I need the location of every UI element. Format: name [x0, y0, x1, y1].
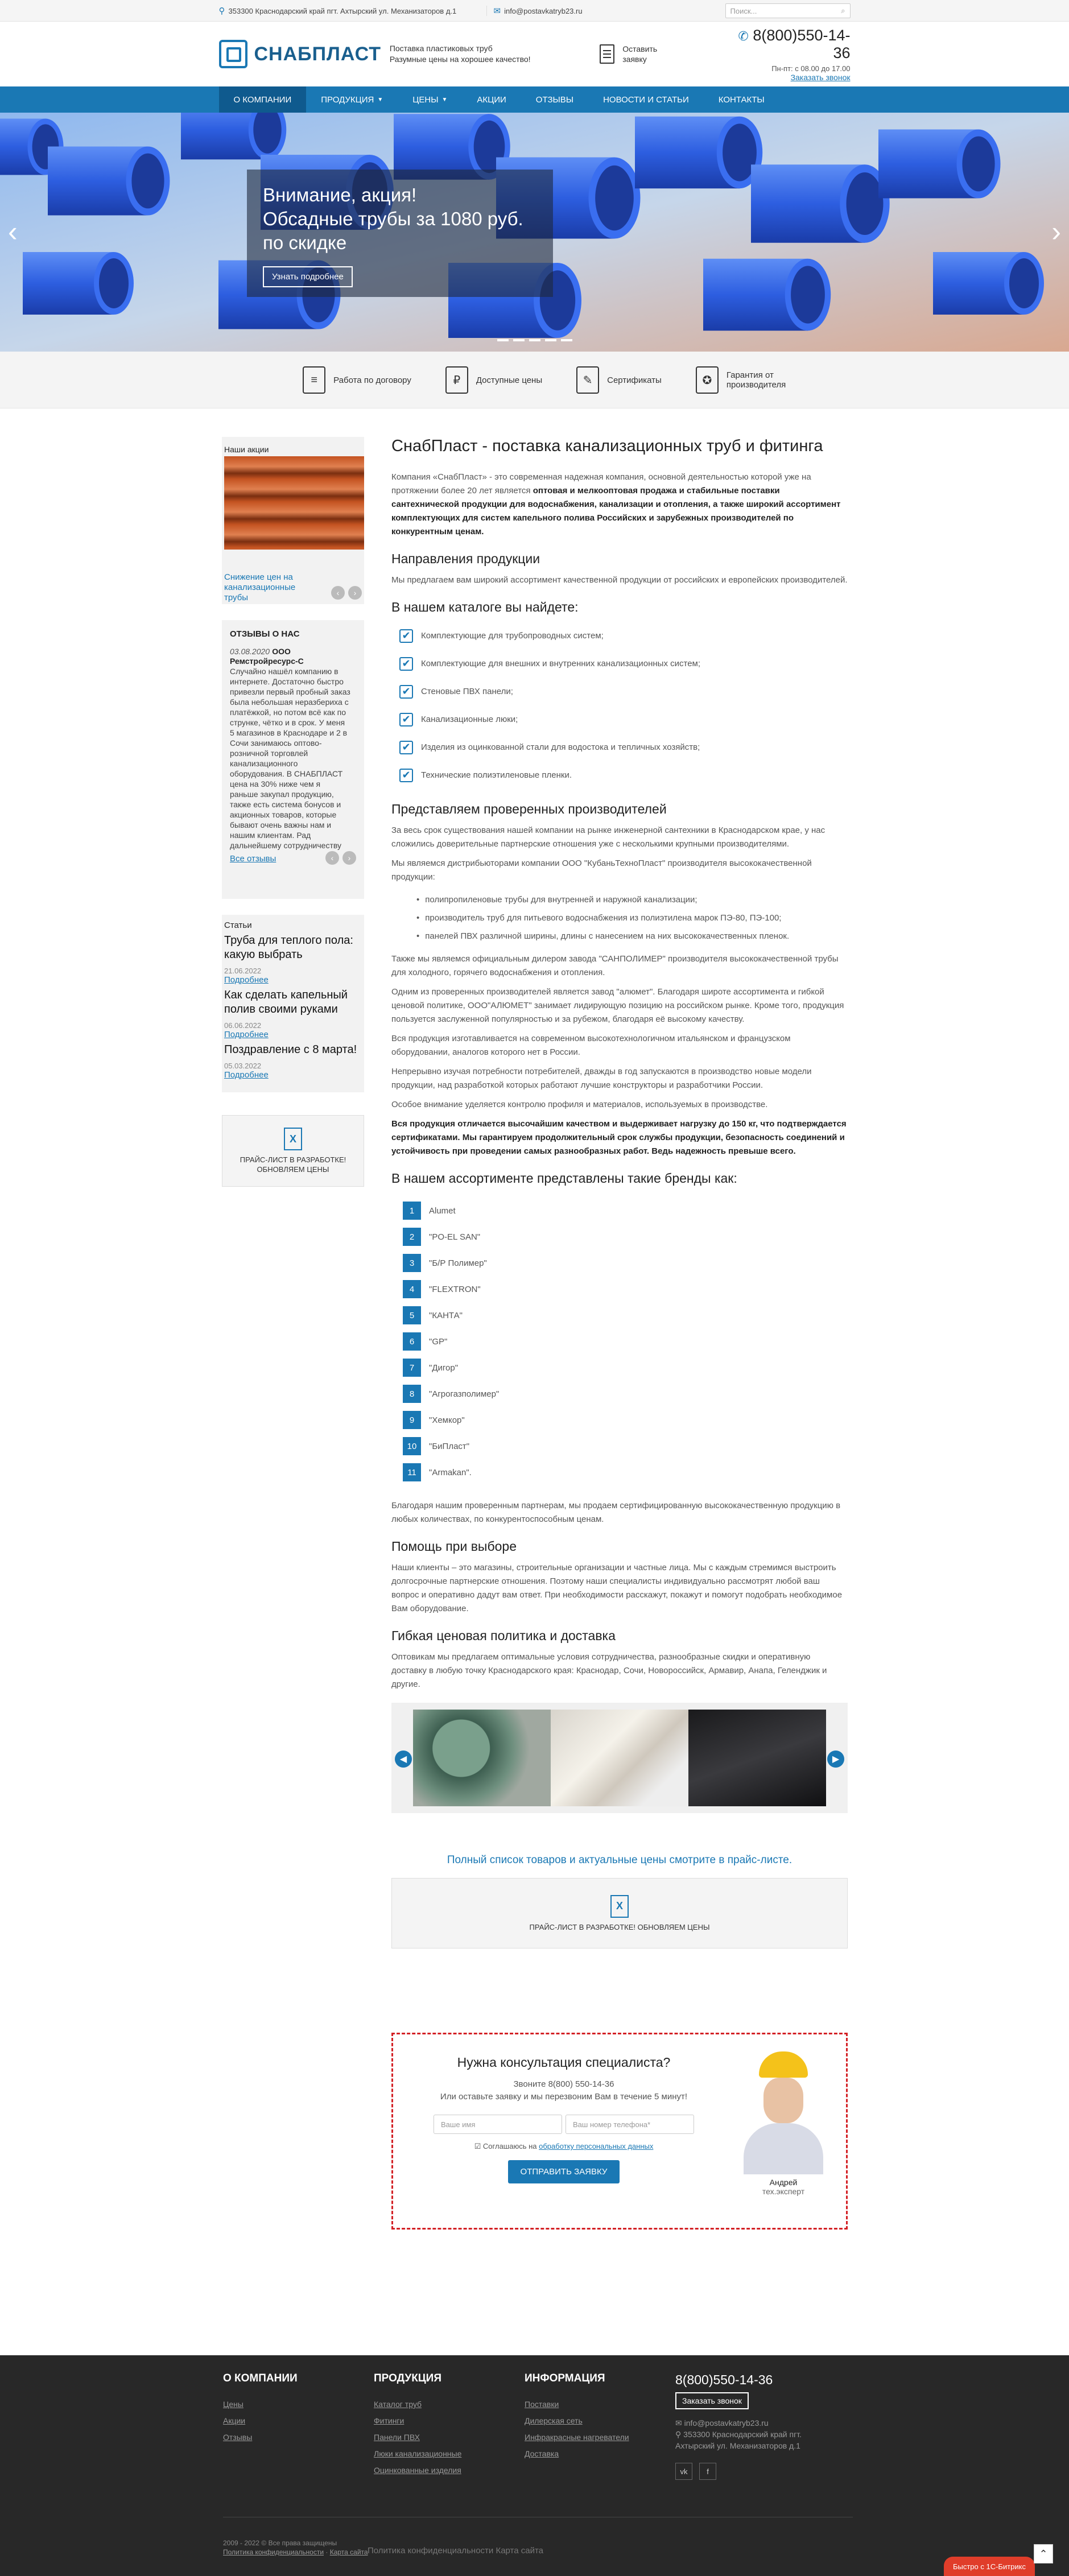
brand-item — [403, 1198, 848, 1224]
full-price-link[interactable]: Полный список товаров и актуальные цены смотрите в прайс-листе. — [447, 1854, 793, 1866]
learn-more-button[interactable]: Узнать подробнее — [263, 266, 353, 287]
brand-name: "Дигор" — [429, 1363, 459, 1373]
contract-icon: ≡ — [303, 366, 325, 394]
brand-item — [403, 1224, 848, 1250]
callback-link[interactable]: Заказать звонок — [790, 72, 851, 82]
brand-number: 9 — [403, 1411, 421, 1429]
brand-number: 7 — [403, 1359, 421, 1377]
list-item-text: Канализационные люки; — [421, 715, 518, 724]
checkbox-icon: ✔ — [399, 713, 413, 726]
search-icon[interactable]: ⌕ — [841, 6, 845, 15]
brand-name: Alumet — [429, 1206, 456, 1216]
nav-item[interactable] — [306, 86, 398, 113]
list-item — [391, 705, 848, 733]
brand-name: "Armakan". — [429, 1467, 472, 1477]
consultation-form: Нужна консультация специалиста? Звоните 8(800) 550-14-36 Или оставьте заявку и мы перезвоним Вам в течение 5 минут! Ваше имя Ваш номер телефона* ☑ Соглашаюсь на обработку персональных данных ОТПРАВИТЬ ЗАЯВКУ Андрей тех.эксперт — [391, 2033, 848, 2230]
brand-item — [403, 1407, 848, 1433]
excel-icon: X — [284, 1128, 302, 1150]
work-hours: Пн-пт: с 08.00 до 17.00 — [771, 64, 851, 73]
pipe-shape — [791, 266, 825, 323]
header-phone[interactable]: ✆ 8(800)550-14-36 — [738, 26, 851, 61]
article-title[interactable]: Как сделать капельный полив своими руками — [224, 989, 348, 1015]
footer-link[interactable]: Поставки — [525, 2400, 559, 2409]
footer-link[interactable]: Фитинги — [374, 2416, 405, 2425]
helmet-icon — [759, 2051, 808, 2078]
chevron-down-icon: ▼ — [377, 96, 383, 103]
sitemap-link[interactable]: Карта сайта — [329, 2548, 368, 2556]
guarantee-icon: ✪ — [696, 366, 719, 394]
all-reviews-link[interactable]: Все отзывы — [230, 854, 276, 864]
list-item — [391, 622, 848, 650]
site-logo[interactable]: СНАБПЛАСТ — [219, 40, 390, 68]
brand-item — [403, 1302, 848, 1328]
top-bar — [0, 0, 1069, 22]
brand-name: "Хемкор" — [429, 1415, 465, 1425]
articles-widget: Статьи Труба для теплого пола: какую выбрать 21.06.2022 Подробнее Как сделать капельный полив своими руками 06.06.2022 Подробнее Поздравление с 8 марта! 05.03.2022 Подробнее — [222, 915, 364, 1092]
nav-item[interactable] — [704, 86, 779, 113]
promo-widget: Наши акции Снижение цен на канализационные трубы ‹ › — [222, 437, 364, 604]
brand-item — [403, 1355, 848, 1381]
list-item: • панелей ПВХ различной ширины, длины с нанесением на них высококачественных пленок. — [416, 927, 848, 946]
brand-item — [403, 1328, 848, 1355]
header-contacts — [723, 27, 851, 82]
submit-request-button[interactable]: ОТПРАВИТЬ ЗАЯВКУ — [508, 2160, 620, 2183]
gallery-prev-icon[interactable]: ◀ — [395, 1751, 412, 1768]
checkbox-icon: ✔ — [399, 741, 413, 754]
privacy-link[interactable]: обработку персональных данных — [539, 2142, 654, 2150]
nav-label: АКЦИИ — [477, 94, 506, 105]
pipe-shape — [847, 172, 884, 235]
feature-item — [445, 366, 542, 394]
site-header — [0, 22, 1069, 86]
brand-name: "КАНТА" — [429, 1310, 463, 1320]
list-item — [391, 761, 848, 789]
brand-name: "Агрогазполимер" — [429, 1389, 500, 1399]
promo-image[interactable] — [224, 456, 364, 550]
list-item-text: Изделия из оцинкованной стали для водостока и тепличных хозяйств; — [421, 742, 700, 752]
mail-icon: ✉ — [675, 2418, 682, 2428]
price-list-box[interactable]: X ПРАЙС-ЛИСТ В РАЗРАБОТКЕ! ОБНОВЛЯЕМ ЦЕНЫ — [391, 1878, 848, 1948]
price-list-widget[interactable]: X ПРАЙС-ЛИСТ В РАЗРАБОТКЕ! ОБНОВЛЯЕМ ЦЕНЫ — [222, 1115, 364, 1187]
gallery-next-icon[interactable]: ▶ — [827, 1751, 844, 1768]
checkbox-icon: ✔ — [399, 685, 413, 699]
search-input[interactable]: Поиск... ⌕ — [725, 3, 851, 18]
footer-links[interactable]: Политика конфиденциальности Карта сайта — [368, 2546, 544, 2556]
certificate-icon: ✎ — [576, 366, 599, 394]
brand-name: "БиПласт" — [429, 1441, 470, 1451]
feature-label: Работа по договору — [333, 375, 411, 385]
nav-item[interactable] — [588, 86, 704, 113]
pipe-shape — [131, 154, 164, 209]
leave-request-button[interactable]: Оставить заявку — [594, 44, 723, 64]
article-more-link[interactable]: Подробнее — [224, 1070, 269, 1080]
nav-item[interactable] — [462, 86, 521, 113]
review-text: Случайно нашёл компанию в интернете. Достаточно быстро привезли первый пробный заказ была небольшая неразбериха с платёжкой, но потом всё как по струнке, чётко и в срок. У меня 5 магазинов в Краснодаре и 2 в Сочи занимаюсь оптово-розничной торговлей канализационного оборудования. В СНАБПЛАСТ цена на 30% ниже чем я раньше закупал продукцию, также есть система бонусов и акционных товаров, которые бывают очень важны нам и нашим клиентам. Рад дальнейшему сотрудничеству — [230, 667, 350, 850]
footer-col-info: ИНФОРМАЦИЯ Поставки Дилерская сеть Инфракрасные нагреватели Доставка — [525, 2372, 675, 2480]
article-date: 05.03.2022 — [224, 1062, 262, 1070]
list-item — [391, 733, 848, 761]
footer-col-products: ПРОДУКЦИЯ Каталог труб Фитинги Панели ПВХ Люки канализационные Оцинкованные изделия — [374, 2372, 525, 2480]
slider-dot[interactable] — [497, 339, 509, 341]
slider-dots — [0, 339, 1069, 341]
chevron-down-icon: ▼ — [441, 96, 448, 103]
header-email[interactable]: ✉ info@postavkatryb23.ru — [486, 6, 583, 16]
list-item: • производитель труб для питьевого водоснабжения из полиэтилена марок ПЭ-80, ПЭ-100; — [416, 909, 848, 927]
pipe-shape — [962, 137, 994, 192]
features-bar — [0, 352, 1069, 408]
feature-label: Гарантия от производителя — [726, 370, 786, 390]
brand-name: "GP" — [429, 1336, 448, 1347]
brand-item — [403, 1433, 848, 1459]
list-item-text: Комплектующие для внешних и внутренних канализационных систем; — [421, 659, 701, 668]
nav-label: КОНТАКТЫ — [718, 94, 765, 105]
feature-item — [303, 366, 411, 394]
pipe-shape — [99, 258, 129, 308]
slider-dot[interactable] — [545, 339, 556, 341]
location-pin-icon: ⚲ — [218, 6, 225, 16]
slider-prev-icon[interactable]: ‹ — [8, 216, 18, 247]
article-title[interactable]: Поздравление с 8 марта! — [224, 1043, 357, 1056]
gallery-image-film[interactable] — [551, 1710, 688, 1806]
brand-name: "Б/Р Полимер" — [429, 1258, 487, 1268]
nav-label: ПРОДУКЦИЯ — [321, 94, 374, 105]
checkbox-icon: ✔ — [399, 657, 413, 671]
slider-dot[interactable] — [529, 339, 540, 341]
nav-item[interactable] — [398, 86, 462, 113]
main-nav — [0, 86, 1069, 113]
nav-label: ОТЗЫВЫ — [535, 94, 574, 105]
footer-link[interactable]: Каталог труб — [374, 2400, 422, 2409]
bitrix-badge[interactable]: Быстро с 1С-Битрикс — [944, 2557, 1035, 2576]
footer-link[interactable]: Доставка — [525, 2449, 559, 2458]
brand-number: 2 — [403, 1228, 421, 1246]
footer-col-company: О КОМПАНИИ Цены Акции Отзывы — [223, 2372, 374, 2480]
vk-icon[interactable]: vk — [675, 2463, 692, 2480]
copyright: 2009 - 2022 © Все права защищены Политика конфиденциальности · Карта сайта — [223, 2539, 368, 2556]
brand-name: "FLEXTRON" — [429, 1284, 481, 1294]
footer-link[interactable]: Оцинкованные изделия — [374, 2466, 461, 2475]
brand-number: 5 — [403, 1306, 421, 1324]
footer-phone[interactable]: 8(800)550-14-36 — [675, 2372, 773, 2387]
gallery-image-black-film[interactable] — [688, 1710, 826, 1806]
feature-item — [576, 366, 662, 394]
promo-banner: Внимание, акция! Обсадные трубы за 1080 руб. по скидке Узнать подробнее — [247, 170, 553, 297]
brand-item — [403, 1459, 848, 1485]
footer-link[interactable]: Акции — [223, 2416, 246, 2425]
pipe-shape — [595, 166, 634, 230]
page-title: СнабПласт - поставка канализационных труб и фитинга — [391, 437, 823, 455]
feature-item — [696, 366, 812, 394]
policy-link[interactable]: Политика конфиденциальности — [223, 2548, 324, 2556]
slider-next-icon[interactable]: › — [1051, 216, 1061, 247]
footer-callback-button[interactable]: Заказать звонок — [675, 2392, 749, 2409]
slider-dot[interactable] — [561, 339, 572, 341]
brand-number: 8 — [403, 1385, 421, 1403]
brand-number: 6 — [403, 1332, 421, 1351]
intro-text: Компания «СнабПласт» - это современная надежная компания, основной деятельностью которой уже на протяжении более 20 лет является оптовая и мелкооптовая продажа и стабильные поставки сантехнической продукции для водоснабжения, канализации и отопления, а также широкий ассортимент комплектующих для систем капельного полива Российских и зарубежных производителей по конкурентным ценам. — [391, 472, 841, 536]
header-slogan: Поставка пластиковых труб Разумные цены на хорошее качество! — [389, 44, 531, 64]
article-more-link[interactable]: Подробнее — [224, 975, 269, 985]
site-footer — [0, 2355, 1069, 2576]
brand-number: 1 — [403, 1202, 421, 1220]
slider-dot[interactable] — [513, 339, 525, 341]
sidebar — [222, 437, 364, 1187]
next-icon[interactable]: › — [348, 586, 362, 600]
phone-input[interactable]: Ваш номер телефона* — [566, 2115, 694, 2134]
list-item: • полипропиленовые трубы для внутренней и наружной канализации; — [416, 891, 848, 909]
expert-avatar: Андрей тех.эксперт — [738, 2051, 829, 2196]
list-item — [391, 650, 848, 678]
document-icon — [600, 44, 614, 64]
gallery-image-manholes[interactable] — [413, 1710, 551, 1806]
brand-number: 3 — [403, 1254, 421, 1272]
name-input[interactable]: Ваше имя — [434, 2115, 562, 2134]
article-more-link[interactable]: Подробнее — [224, 1030, 269, 1039]
brand-item — [403, 1276, 848, 1302]
makers-list — [416, 891, 848, 946]
nav-label: НОВОСТИ И СТАТЬИ — [603, 94, 689, 105]
list-item — [391, 678, 848, 705]
nav-label: ЦЕНЫ — [412, 94, 439, 105]
article-date: 06.06.2022 — [224, 1021, 262, 1030]
footer-link[interactable]: Отзывы — [223, 2433, 253, 2442]
nav-item[interactable] — [219, 86, 307, 113]
facebook-icon[interactable]: f — [699, 2463, 716, 2480]
header-address: ⚲ 353300 Краснодарский край пгт. Ахтырский ул. Механизаторов д.1 — [218, 6, 457, 16]
checkbox-icon: ✔ — [399, 629, 413, 643]
nav-item[interactable] — [521, 86, 588, 113]
catalog-list — [391, 622, 848, 789]
brands-list — [403, 1198, 848, 1485]
prev-icon[interactable]: ‹ — [325, 851, 339, 865]
next-icon[interactable]: › — [342, 851, 356, 865]
list-item-text: Технические полиэтиленовые пленки. — [421, 770, 572, 780]
mail-icon: ✉ — [493, 6, 501, 16]
footer-link[interactable]: Цены — [223, 2400, 243, 2409]
ruble-icon: ₽ — [445, 366, 468, 394]
feature-label: Сертификаты — [607, 375, 662, 385]
checkbox-icon: ✔ — [399, 769, 413, 782]
footer-col-contacts: 8(800)550-14-36 Заказать звонок ✉ info@postavkatryb23.ru ⚲ 353300 Краснодарский край пгт. Ахтырский ул. Механизаторов д.1 vk f — [675, 2372, 826, 2480]
list-item-text: Стеновые ПВХ панели; — [421, 687, 513, 696]
pipe-shape — [1009, 258, 1039, 308]
reviews-widget: ОТЗЫВЫ О НАС 03.08.2020 ООО Ремстройресурс-С Случайно нашёл компанию в интернете. Достаточно быстро привезли первый пробный заказ была небольшая неразбериха с платёжкой, но потом всё как по струнке, чётко и в срок. У меня 5 магазинов в Краснодаре и 2 в Сочи занимаюсь оптово-розничной торговлей канализационного оборудования. В СНАБПЛАСТ цена на 30% ниже чем я раньше закупал продукцию, также есть система бонусов и акционных товаров, которые бывают очень важны нам и нашим клиентам. Рад дальнейшему сотрудничеству Все отзывы ‹ › — [222, 620, 364, 899]
logo-icon — [219, 40, 247, 68]
brand-item — [403, 1381, 848, 1407]
article-title[interactable]: Труба для теплого пола: какую выбрать — [224, 934, 353, 961]
content: СнабПласт - поставка канализационных труб и фитинга Компания «СнабПласт» - это современная надежная компания, основной деятельностью которой уже на протяжении более 20 лет является оптовая и мелкооптовая продажа и стабильные поставки сантехнической продукции для водоснабжения, канализации и отопления, а также широкий ассортимент комплектующих для систем капельного полива Российских и зарубежных производителей по конкурентным ценам. Направления продукции Мы предлагаем вам широкий ассортимент качественной продукции от российских и европейских производителей. В нашем каталоге вы найдете: ✔ Комплектующие для трубопроводных систем; ✔ Комплектующие для внешних и внутренних канализационных систем; ✔ Стеновые ПВХ панели; ✔ Канализационные люки; ✔ Изделия из оцинкованной стали для водостока и тепличных хозяйств; ✔ Технические полиэтиленовые пленки. Представляем проверенных производителей За весь срок существования нашей компании на рынке инженерной сантехники в Краснодарском крае, у нас сложились доверительные партнерские отношения уже с несколькими крупными производителями. Мы являемся дистрибьюторами компании ООО "КубаньТехноПласт" производителя высококачественной продукции: • полипропиленовые трубы для внутренней и наружной канализации; • производитель труб для питьевого водоснабжения из полиэтилена марок ПЭ-80, ПЭ-100; • панелей ПВХ различной ширины, длины с нанесением на них высококачественных пленок. Также мы являемся официальным дилером завода "САНПОЛИМЕР" производителя высококачественной трубы для холодного, горячего водоснабжения и отопления. Одним из проверенных производителей является завод "алюмет". Благодаря широте ассортимента и гибкой ценовой политике, ООО"АЛЮМЕТ" занимает лидирующую позицию на российском рынке. Кроме того, продукция пользуется заслуженной популярностью и за рубежом, благодаря её высокому качеству. Вся продукция изготавливается на современном высокотехнологичном итальянском и французском оборудовании, аналогов которого нет в России. Непрерывно изучая потребности потребителей, дважды в год запускаются в производство новые модели продукции, над разработкой которых работают лучшие конструкторы и разработчики России. Особое внимание уделяется контролю профиля и материалов, используемых в производстве. Вся продукция отличается высочайшим качеством и выдерживает нагрузку до 150 кг, что подтверждается сертификатами. Мы гарантируем продолжительный срок службы продукции, безопасность соединений и устойчивость при проведении самых разнообразных работ. Ведь надежность превыше всего. В нашем ассортименте представлены такие бренды как: 1 Alumet 2 "PO-EL SAN" 3 "Б/Р Полимер" 4 "FLEXTRON" 5 "КАНТА" 6 "GP" 7 "Дигор" 8 "Агрогазполимер" 9 "Хемкор" 10 "БиПласт" 11 "Armakan". Благодаря нашим проверенным партнерам, мы продаем сертифицированную высококачественную продукцию в любых количествах, по конкурентоспособным ценам. Помощь при выборе Наши клиенты – это магазины, строительные организации и частные лица. Мы с каждым стремимся выстроить долгосрочные партнерские отношения. Поэтому наши специалисты индивидуально рассмотрят любой ваш вопрос и оперативно дадут вам ответ. При необходимости расскажут, покажут и помогут подобрать необходимое Вам оборудование. Гибкая ценовая политика и доставка Оптовикам мы предлагаем оптимальные условия сотрудничества, разнообразные скидки и оперативную доставку в любую точку Краснодарского края: Краснодар, Сочи, Новороссийск, Армавир, Анапа, Геленджик и другие. ◀ ▶ Полный список товаров и актуальные цены смотрите в прайс-листе. X ПРАЙС-ЛИСТ В РАЗРАБОТКЕ! ОБНОВЛЯЕМ ЦЕНЫ Нужна консультация специалиста? Звоните 8(800) 550-14-36 Или оставьте заявку и мы перезвоним Вам в течение 5 минут! Ваше имя Ваш номер телефона* ☑ Соглашаюсь на обработку персональных данных ОТПРАВИТЬ ЗАЯВКУ Андрей тех.эксперт — [391, 437, 848, 2230]
consent-checkbox[interactable]: ☑ Соглашаюсь на обработку персональных данных — [474, 2142, 654, 2150]
location-pin-icon: ⚲ — [675, 2430, 682, 2439]
scroll-top-icon[interactable]: ⌃ — [1034, 2544, 1053, 2563]
phone-icon: ✆ — [738, 28, 749, 43]
footer-link[interactable]: Инфракрасные нагреватели — [525, 2433, 629, 2442]
prev-icon[interactable]: ‹ — [331, 586, 345, 600]
brand-item — [403, 1250, 848, 1276]
nav-label: О КОМПАНИИ — [233, 94, 292, 105]
brand-number: 10 — [403, 1437, 421, 1455]
product-gallery — [391, 1703, 848, 1813]
list-item-text: Комплектующие для трубопроводных систем; — [421, 631, 604, 641]
footer-link[interactable]: Люки канализационные — [374, 2449, 462, 2458]
promo-link[interactable]: Снижение цен на канализационные трубы — [224, 572, 296, 602]
feature-label: Доступные цены — [476, 375, 543, 385]
article-date: 21.06.2022 — [224, 967, 262, 975]
footer-link[interactable]: Панели ПВХ — [374, 2433, 420, 2442]
hero-slider — [0, 113, 1069, 352]
footer-link[interactable]: Дилерская сеть — [525, 2416, 583, 2425]
excel-icon: X — [610, 1895, 629, 1918]
brand-number: 4 — [403, 1280, 421, 1298]
brand-name: "PO-EL SAN" — [429, 1232, 481, 1242]
brand-number: 11 — [403, 1463, 421, 1481]
